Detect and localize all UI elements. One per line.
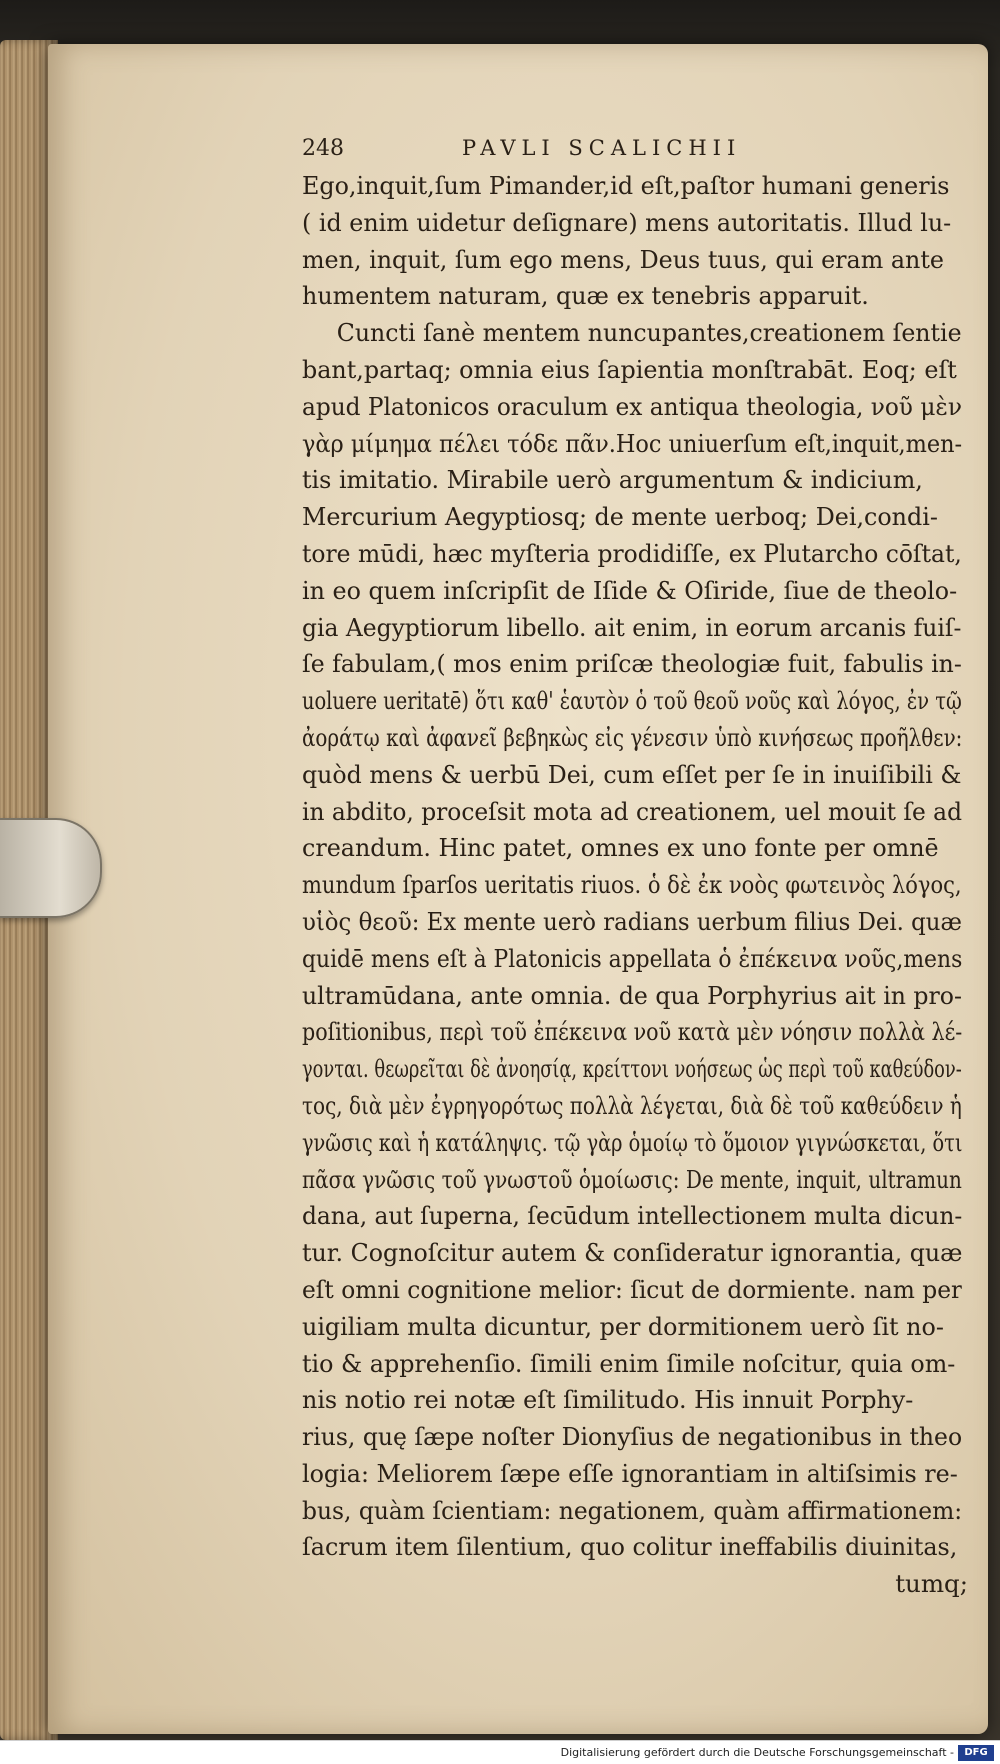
text-line: nis notio rei notæ eſt ſimilitudo. His innuit Porphy-	[302, 1385, 914, 1415]
text-line: ultramūdana, ante omnia. de qua Porphyrius ait in pro-	[302, 980, 962, 1010]
text-line: uoluere ueritatē) ὅτι καθ' ἑαυτὸν ὁ τοῦ θεοῦ νοῦς καὶ λόγος, ἐν τῷ	[302, 686, 962, 716]
page-header	[302, 128, 982, 168]
text-line: men, inquit, ſum ego mens, Deus tuus, qui eram ante	[302, 244, 944, 274]
text-lines	[302, 168, 982, 1566]
catchword: tumq;	[895, 1569, 968, 1599]
credit-text: Digitalisierung gefördert durch die Deutsche Forschungsgemeinschaft -	[560, 1746, 954, 1759]
text-line: dana, aut ſuperna, ſecūdum intellectionem multa dicun-	[302, 1201, 962, 1231]
text-line: Ego,inquit,ſum Pimander,id eſt,paſtor humani generis	[302, 171, 950, 200]
text-line: poſitionibus, περὶ τοῦ ἐπέκεινα νοῦ κατὰ μὲν νόησιν πολλὰ λέ-	[302, 1017, 963, 1047]
text-line: eſt omni cognitione melior: ſicut de dormiente. nam per	[302, 1274, 962, 1304]
text-line: ſacrum item ſilentium, quo colitur ineffabilis diuinitas,	[302, 1532, 958, 1562]
text-line: tur. Cognoſcitur autem & conſideratur ignorantia, quæ	[302, 1238, 963, 1268]
text-line: ſe fabulam,( mos enim priſcæ theologiæ fuit, fabulis in-	[302, 649, 962, 679]
text-line: logia: Meliorem ſæpe eſſe ignorantiam in altiſsimis re-	[302, 1458, 958, 1488]
text-line: γονται. θεωρεῖται δὲ ἀνοησίᾳ, κρείττονι νοήσεως ὡς περὶ τοῦ καθεύδον-	[302, 1054, 962, 1084]
text-line: uigiliam multa dicuntur, per dormitionem uerò ſit no-	[302, 1311, 944, 1341]
text-line: quidē mens eſt à Platonicis appellata ὁ ἐπέκεινα νοῦς,mens	[302, 943, 963, 973]
text-line: γὰρ μίμημα πέλει τόδε πᾶν.Hoc uniuerſum eſt,inquit,men-	[302, 428, 962, 458]
text-line: γνῶσις καὶ ἡ κατάληψις. τῷ γὰρ ὁμοίῳ τὸ ὅμοιον γιγνώσκεται, ὅτι	[302, 1127, 963, 1157]
text-line: humentem naturam, quæ ex tenebris apparuit.	[302, 281, 869, 311]
text-line: tio & apprehenſio. ſimili enim ſimile noſcitur, quia om-	[302, 1348, 956, 1378]
text-line: quòd mens & uerbū Dei, cum eſſet per ſe in inuiſibili &	[302, 759, 962, 789]
text-line: υἱὸς θεοῦ: Ex mente uerò radians uerbum filius Dei. quæ	[302, 906, 962, 936]
text-line: bus, quàm ſcientiam: negationem, quàm affirmationem:	[302, 1495, 963, 1525]
text-line: tore mūdi, hæc myſteria prodidiſſe, ex Plutarcho cōſtat,	[302, 538, 962, 568]
text-line: ( id enim uidetur deſignare) mens autoritatis. Illud lu-	[302, 207, 952, 237]
text-line: πᾶσα γνῶσις τοῦ γνωστοῦ ὁμοίωσις: De mente, inquit, ultramun	[302, 1164, 962, 1194]
text-line: Cuncti ſanè mentem nuncupantes,creationem ſentie	[336, 318, 962, 348]
text-line: tis imitatio. Mirabile uerò argumentum & indicium,	[302, 465, 923, 495]
page-number: 248	[302, 136, 344, 161]
text-line: rius, quę ſæpe noſter Dionyſius de negationibus in theo	[302, 1422, 962, 1452]
text-block	[302, 128, 982, 1603]
text-line: in eo quem inſcripſit de Iſide & Oſiride, ſiue de theolo-	[302, 575, 958, 605]
bookmark-ribbon	[0, 818, 102, 918]
dfg-logo-icon: DFG	[958, 1745, 994, 1761]
text-line: bant,partaq; omnia eius ſapientia monſtrabāt. Eoq; eſt	[302, 354, 957, 384]
text-line: creandum. Hinc patet, omnes ex uno fonte per omnē	[302, 833, 939, 863]
text-line: in abdito, proceſsit mota ad creationem, uel mouit ſe ad	[302, 796, 962, 826]
running-head: PAVLI SCALICHII	[462, 136, 742, 160]
text-line: apud Platonicos oraculum ex antiqua theologia, νοῦ μὲν	[302, 391, 962, 421]
text-line: gia Aegyptiorum libello. ait enim, in eorum arcanis fuiſ-	[302, 612, 962, 642]
digitization-credit	[0, 1740, 1000, 1764]
text-line: mundum ſparſos ueritatis riuos. ὁ δὲ ἐκ νοὸς φωτεινὸς λόγος,	[302, 870, 962, 900]
text-line: ἀοράτῳ καὶ ἀφανεῖ βεβηκὼς εἰς γένεσιν ὑπὸ κινήσεως προῆλθεν:	[302, 722, 963, 752]
text-line: τος, διὰ μὲν ἐγρηγορότως πολλὰ λέγεται, διὰ δὲ τοῦ καθεύδειν ἡ	[302, 1090, 962, 1120]
text-line: Mercurium Aegyptiosq; de mente uerboq; Dei,condi-	[302, 502, 938, 532]
